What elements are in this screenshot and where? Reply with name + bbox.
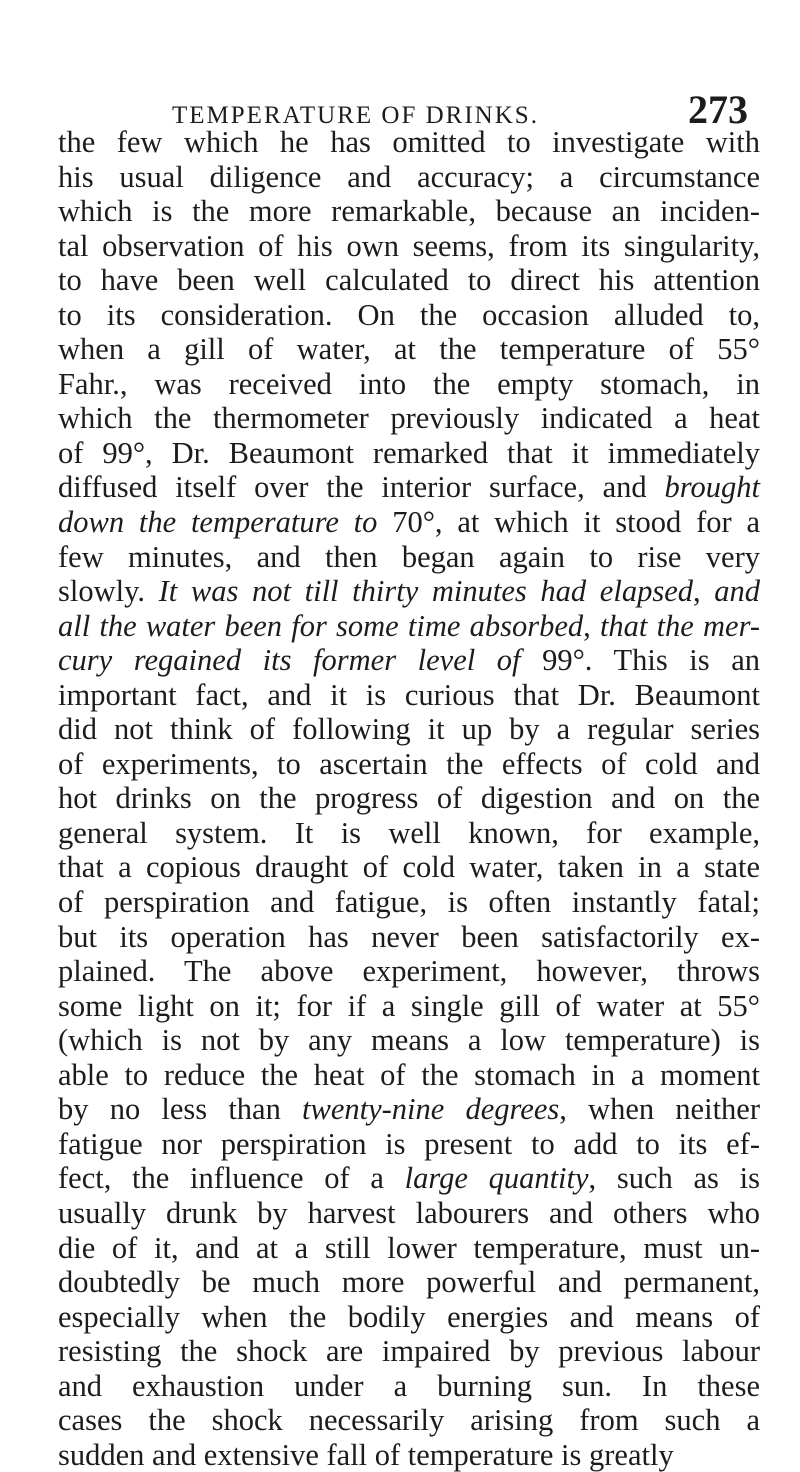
text-line — [58, 229, 760, 264]
text-line — [58, 194, 760, 229]
text-line — [58, 574, 760, 609]
line-text: to have been well calculated to direct his attention — [58, 263, 760, 298]
line-text: his usual diligence and accuracy; a circumstance — [58, 159, 760, 194]
line-text: that a copious draught of cold water, taken in a state — [58, 850, 760, 885]
italic-text: that the mer- — [599, 608, 760, 643]
text-line — [58, 540, 760, 575]
text-line — [58, 1092, 760, 1127]
line-text: die of it, and at a still lower temperature, must un- — [58, 1230, 760, 1265]
text-line — [58, 1058, 760, 1093]
line-text: doubtedly be much more powerful and permanent, — [58, 1265, 760, 1300]
line-text: hot drinks on the progress of digestion and on the — [58, 781, 760, 816]
line-text: , — [692, 574, 715, 609]
text-line — [58, 609, 760, 644]
line-text: fect, the influence of a — [58, 1161, 405, 1196]
line-text: of 99°, Dr. Beaumont remarked that it immediately — [58, 435, 760, 470]
italic-text: large quantity — [404, 1161, 589, 1196]
italic-text: down the temperature to — [58, 505, 378, 540]
line-text: , when neither — [559, 1092, 760, 1127]
line-text: sudden and extensive fall of temperature is greatly — [58, 1437, 674, 1472]
line-text: which the thermometer previously indicated a heat — [58, 401, 760, 436]
line-text: important fact, and it is curious that Dr. Beaumont — [58, 677, 760, 712]
italic-text: and — [714, 574, 761, 609]
text-line — [58, 1369, 760, 1404]
line-text: but its operation has never been satisfactorily ex- — [58, 919, 760, 954]
text-line — [58, 1334, 760, 1369]
text-line — [58, 989, 760, 1024]
text-line — [58, 125, 760, 160]
text-line — [58, 367, 760, 402]
line-text: , such as is — [588, 1161, 760, 1196]
text-line — [58, 1127, 760, 1162]
line-text: of perspiration and fatigue, is often instantly fatal; — [58, 885, 760, 920]
text-line — [58, 1403, 760, 1438]
text-line — [58, 850, 760, 885]
line-text: fatigue nor perspiration is present to add to its ef- — [58, 1126, 760, 1161]
text-line — [58, 263, 760, 298]
text-line — [58, 678, 760, 713]
line-text: usually drunk by harvest labourers and others who — [58, 1195, 760, 1230]
text-line — [58, 332, 760, 367]
line-text: when a gill of water, at the temperature of 55° — [58, 332, 760, 367]
line-text: Fahr., was received into the empty stomach, in — [58, 366, 760, 401]
italic-text: cury regained its former level of — [58, 643, 521, 678]
line-text: able to reduce the heat of the stomach in a moment — [58, 1057, 760, 1092]
line-text: and exhaustion under a burning sun. In these — [58, 1368, 760, 1403]
line-text: which is the more remarkable, because an inciden- — [58, 194, 760, 229]
line-text: plained. The above experiment, however, throws — [58, 954, 760, 989]
text-line — [58, 160, 760, 195]
line-text: few minutes, and then began again to rise very — [58, 539, 760, 574]
text-line — [58, 747, 760, 782]
italic-text: all the water been for some time absorbed — [58, 608, 584, 643]
text-line — [58, 298, 760, 333]
line-text: by no less than — [58, 1092, 303, 1127]
text-line — [58, 954, 760, 989]
text-line — [58, 505, 760, 540]
line-text: cases the shock necessarily arising from such a — [58, 1403, 760, 1438]
page-number: 273 — [688, 87, 748, 132]
text-line — [58, 1196, 760, 1231]
text-line — [58, 781, 760, 816]
line-text: (which is not by any means a low temperature) is — [58, 1023, 760, 1058]
text-line — [58, 401, 760, 436]
text-line — [58, 1161, 760, 1196]
text-line — [58, 643, 760, 678]
line-text: some light on it; for if a single gill of water at 55° — [58, 988, 760, 1023]
italic-text: brought — [664, 470, 760, 505]
line-text: slowly. — [58, 574, 159, 609]
line-text: 99°. This is an — [520, 643, 760, 678]
text-line — [58, 470, 760, 505]
line-text: diffused itself over the interior surface, and — [58, 470, 665, 505]
text-line — [58, 1231, 760, 1266]
text-line — [58, 436, 760, 471]
line-text: the few which he has omitted to investigate with — [58, 125, 760, 159]
line-text: general system. It is well known, for example, — [58, 815, 760, 850]
line-text: of experiments, to ascertain the effects of cold and — [58, 746, 760, 781]
line-text: tal observation of his own seems, from its singularity, — [58, 228, 760, 263]
line-text: , — [583, 608, 600, 643]
body-paragraph — [58, 125, 760, 1472]
text-line — [58, 712, 760, 747]
line-text: especially when the bodily energies and means of — [58, 1299, 760, 1334]
line-text: did not think of following it up by a regular series — [58, 712, 760, 747]
running-head: TEMPERATURE OF DRINKS. — [172, 102, 539, 129]
text-line — [58, 1300, 760, 1335]
line-text: to its consideration. On the occasion alluded to, — [58, 297, 760, 332]
line-text: 70°, at which it stood for a — [377, 505, 761, 540]
text-line — [58, 920, 760, 955]
text-line — [58, 1265, 760, 1300]
text-line — [58, 1438, 760, 1472]
italic-text: It was not till thirty minutes had elapsed — [158, 574, 693, 609]
line-text: resisting the shock are impaired by previous labour — [58, 1334, 760, 1369]
italic-text: twenty-nine degrees — [302, 1092, 560, 1127]
text-line — [58, 816, 760, 851]
text-line — [58, 885, 760, 920]
text-line — [58, 1023, 760, 1058]
